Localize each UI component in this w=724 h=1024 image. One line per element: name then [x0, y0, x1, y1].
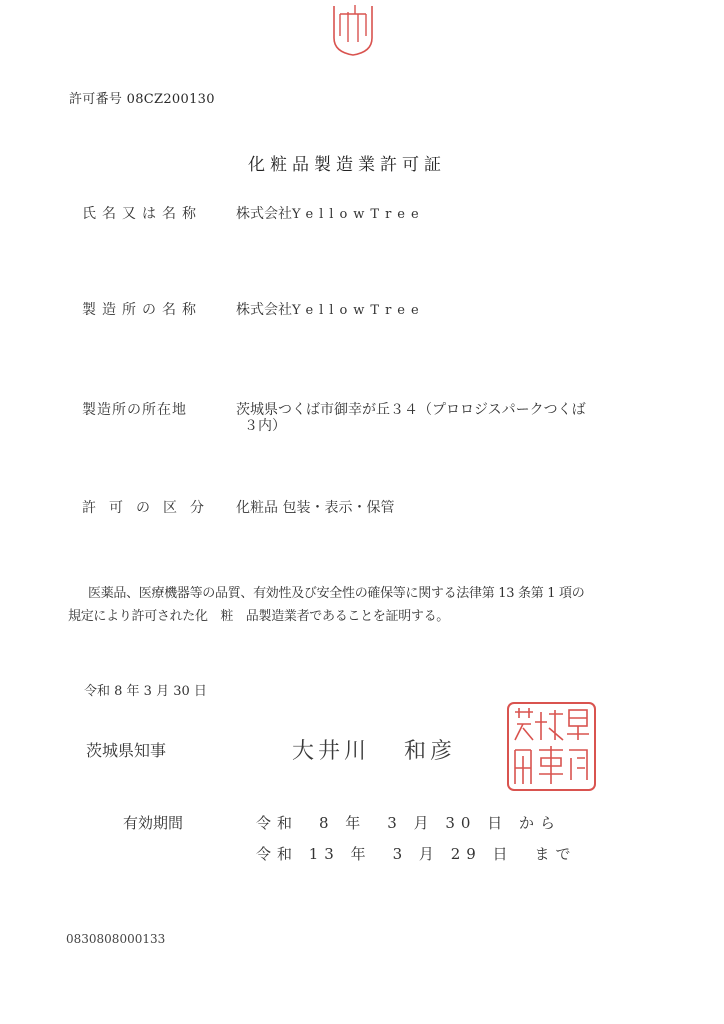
issuer-given-name: 和彦 — [404, 739, 457, 764]
certification-text — [68, 582, 688, 628]
field-value-facility-name — [236, 299, 425, 319]
issuer-title: 茨城県知事 — [86, 741, 167, 760]
document-title: 化粧品製造業許可証 — [248, 155, 446, 175]
facility-company-type: 株式会社 — [236, 302, 292, 318]
issuer-surname: 大井川 — [292, 739, 371, 764]
field-value-address-line2: ３内） — [244, 418, 286, 434]
validity-to: 令和 13 年 3 月 29 日 まで — [256, 845, 577, 863]
field-value-name — [236, 203, 425, 223]
permit-number-value: 08CZ200130 — [126, 92, 215, 107]
field-value-permit-category: 化粧品 包装・表示・保管 — [236, 500, 395, 516]
company-type: 株式会社 — [236, 206, 292, 222]
certification-line1: 医薬品、医療機器等の品質、有効性及び安全性の確保等に関する法律第 13 条第 1 項の — [88, 586, 585, 601]
field-label-permit-category: 許可の区分 — [82, 500, 217, 516]
permit-number-label: 許可番号 — [69, 92, 123, 107]
validity-label: 有効期間 — [123, 814, 184, 832]
facility-company-name: YellowTree — [292, 303, 425, 318]
document-code: 0830808000133 — [66, 932, 166, 946]
issue-date: 令和 8 年 3 月 30 日 — [84, 684, 207, 699]
field-value-address-line1: 茨城県つくば市御幸が丘３４（プロロジスパークつくば — [236, 402, 586, 418]
field-label-facility-address: 製造所の所在地 — [82, 402, 187, 418]
top-seal-icon — [331, 2, 375, 56]
validity-from: 令和 8 年 3 月 30 日 から — [256, 814, 562, 832]
company-name: YellowTree — [292, 207, 425, 222]
issuer-name — [292, 734, 456, 765]
field-label-facility-name: 製造所の名称 — [82, 302, 202, 318]
certification-line2: 規定により許可された化 粧 品製造業者であることを証明する。 — [68, 609, 450, 624]
permit-number — [69, 88, 215, 107]
field-label-name: 氏名又は名称 — [82, 206, 202, 222]
prefecture-seal-icon — [505, 700, 598, 793]
